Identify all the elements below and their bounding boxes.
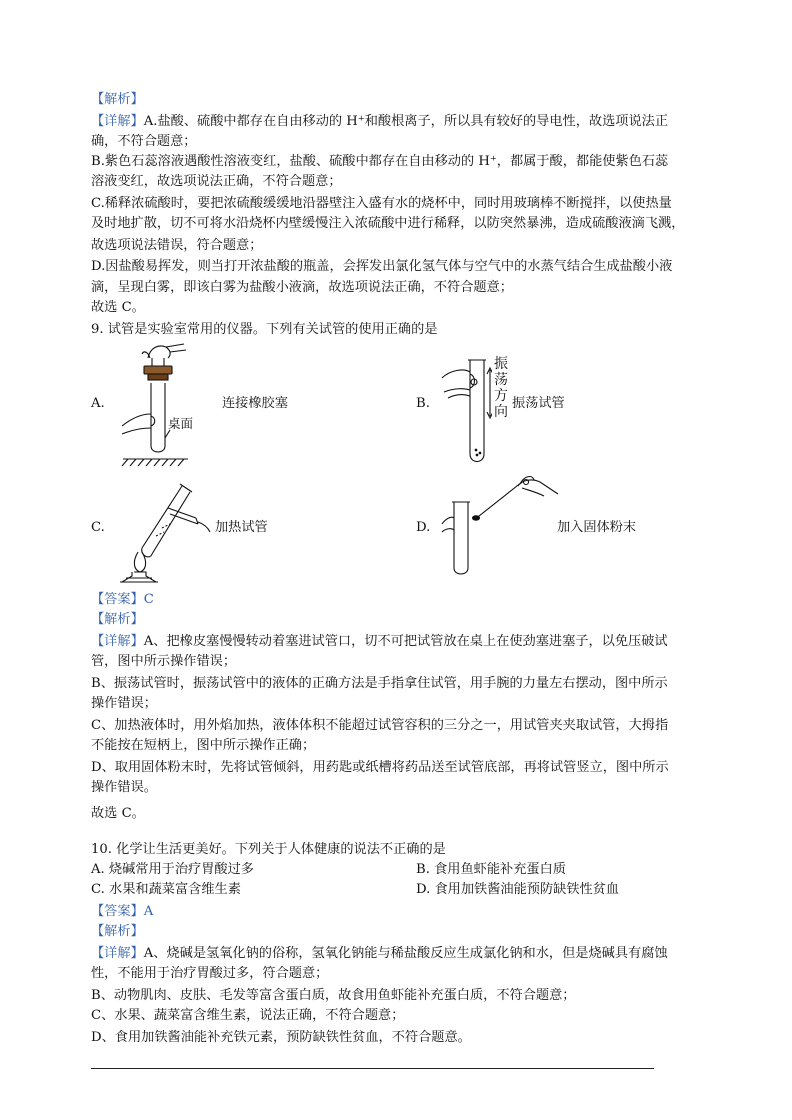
q10-xiangjie-tag: 【详解】 — [91, 946, 144, 961]
q9-option-d-letter: D. — [416, 520, 431, 535]
q9-xiangjie-tag: 【详解】 — [91, 634, 144, 649]
q9-figure-c — [112, 478, 212, 586]
q10-line-2: B、动物肌肉、皮肤、毛发等富含蛋白质，故食用鱼虾能补充蛋白质，不符合题意； — [91, 988, 576, 1003]
q8-line-9: 故选 C。 — [91, 300, 145, 315]
q9-line-5: 不能按在短柄上，图中所示操作正确； — [91, 738, 316, 753]
q9-line-4: C、加热液体时，用外焰加热，液体体积不能超过试管容积的三分之一，用试管夹夹取试管，大拇指 — [91, 718, 669, 733]
q10-line-4: D、食用加铁酱油能补充铁元素，预防缺铁性贫血，不符合题意。 — [91, 1030, 471, 1045]
q8-line-4: C.稀释浓硫酸时，要把浓硫酸缓缓地沿器壁注入盛有水的烧杯中，同时用玻璃棒不断搅拌，以使热量 — [91, 196, 672, 211]
q9-figure-a-table-label: 桌面 — [168, 416, 194, 431]
q10-answer: 【答案】A — [91, 904, 154, 919]
q9-line-6: D、取用固体粉末时，先将试管倾斜，用药匙或纸槽将药品送至试管底部，再将试管竖立，图中所示 — [91, 760, 669, 775]
q9-option-b-letter: B. — [416, 396, 430, 411]
q9-option-d-caption: 加入固体粉末 — [557, 520, 637, 535]
q8-line-3: 溶液变红，故选项说法正确，不符合题意； — [91, 174, 342, 189]
q10-jiexi-heading: 【解析】 — [91, 924, 144, 939]
q8-line-2: B.紫色石蕊溶液遇酸性溶液变红，盐酸、硫酸中都存在自由移动的 H⁺，都属于酸，都能使紫色石蕊 — [91, 154, 669, 169]
q9-line-7: 操作错误。 — [91, 780, 157, 795]
q9-answer: 【答案】C — [91, 592, 154, 607]
q9-figure-a — [118, 338, 193, 466]
q10-line-1: 性，不能用于治疗胃酸过多，符合题意； — [91, 966, 329, 981]
q10-option-b: B. 食用鱼虾能补充蛋白质 — [416, 862, 566, 877]
q9-figure-d — [440, 472, 560, 578]
q10-option-c: C. 水果和蔬菜富含维生素 — [91, 882, 241, 897]
q10-line-0: 【详解】A、烧碱是氢氧化钠的俗称，氢氧化钠能与稀盐酸反应生成氯化钠和水，但是烧碱具有腐蚀 — [91, 946, 668, 961]
q10-line-3: C、水果、蔬菜富含维生素，说法正确，不符合题意； — [91, 1008, 405, 1023]
q9-line-1: 管，图中所示操作错误； — [91, 654, 237, 669]
q8-line-0: 【详解】A.盐酸、硫酸中都存在自由移动的 H⁺和酸根离子，所以具有较好的导电性，故选项说法正 — [91, 114, 669, 129]
q9-jiexi-heading: 【解析】 — [91, 612, 144, 627]
q8-jiexi-heading: 【解析】 — [91, 92, 144, 107]
q8-line-6: 故选项说法错误，符合题意； — [91, 238, 263, 253]
q8-xiangjie-tag: 【详解】 — [91, 114, 144, 129]
q8-line-5: 及时地扩散，切不可将水沿烧杯内壁缓慢注入浓硫酸中进行稀释，以防突然暴沸，造成硫酸液滴飞溅， — [91, 216, 685, 231]
q9-figure-b — [440, 358, 492, 470]
q9-option-c-caption: 加热试管 — [215, 520, 268, 535]
q9-line-0: 【详解】A、把橡皮塞慢慢转动着塞进试管口，切不可把试管放在桌上在使劲塞进塞子，以免压破试 — [91, 634, 668, 649]
q9-line-3: 操作错误； — [91, 696, 157, 711]
footer-rule — [91, 1068, 654, 1069]
q9-line-2: B、振荡试管时，振荡试管中的液体的正确方法是手指拿住试管，用手腕的力量左右摆动，图中所示 — [91, 676, 668, 691]
q8-line-7: D.因盐酸易挥发，则当打开浓盐酸的瓶盖，会挥发出氯化氢气体与空气中的水蒸气结合生成盐酸小液 — [91, 259, 673, 274]
q10-option-a: A. 烧碱常用于治疗胃酸过多 — [91, 862, 254, 877]
q9-stem: 9. 试管是实验室常用的仪器。下列有关试管的使用正确的是 — [91, 322, 438, 337]
q8-line-1: 确，不符合题意； — [91, 134, 197, 149]
q10-option-d: D. 食用加铁酱油能预防缺铁性贫血 — [416, 882, 620, 897]
q9-conclusion: 故选 C。 — [91, 806, 145, 821]
q10-stem: 10. 化学让生活更美好。下列关于人体健康的说法不正确的是 — [91, 842, 446, 857]
q8-line-8: 滴，呈现白雾，即该白雾为盐酸小液滴，故选项说法正确，不符合题意； — [91, 280, 513, 295]
q9-figure-b-direction-label: 振 荡 方 向 — [494, 356, 508, 420]
q9-option-b-caption: 振荡试管 — [512, 396, 565, 411]
q9-option-a-caption: 连接橡胶塞 — [222, 396, 288, 411]
q9-option-c-letter: C. — [91, 520, 105, 535]
q9-option-a-letter: A. — [91, 396, 105, 411]
